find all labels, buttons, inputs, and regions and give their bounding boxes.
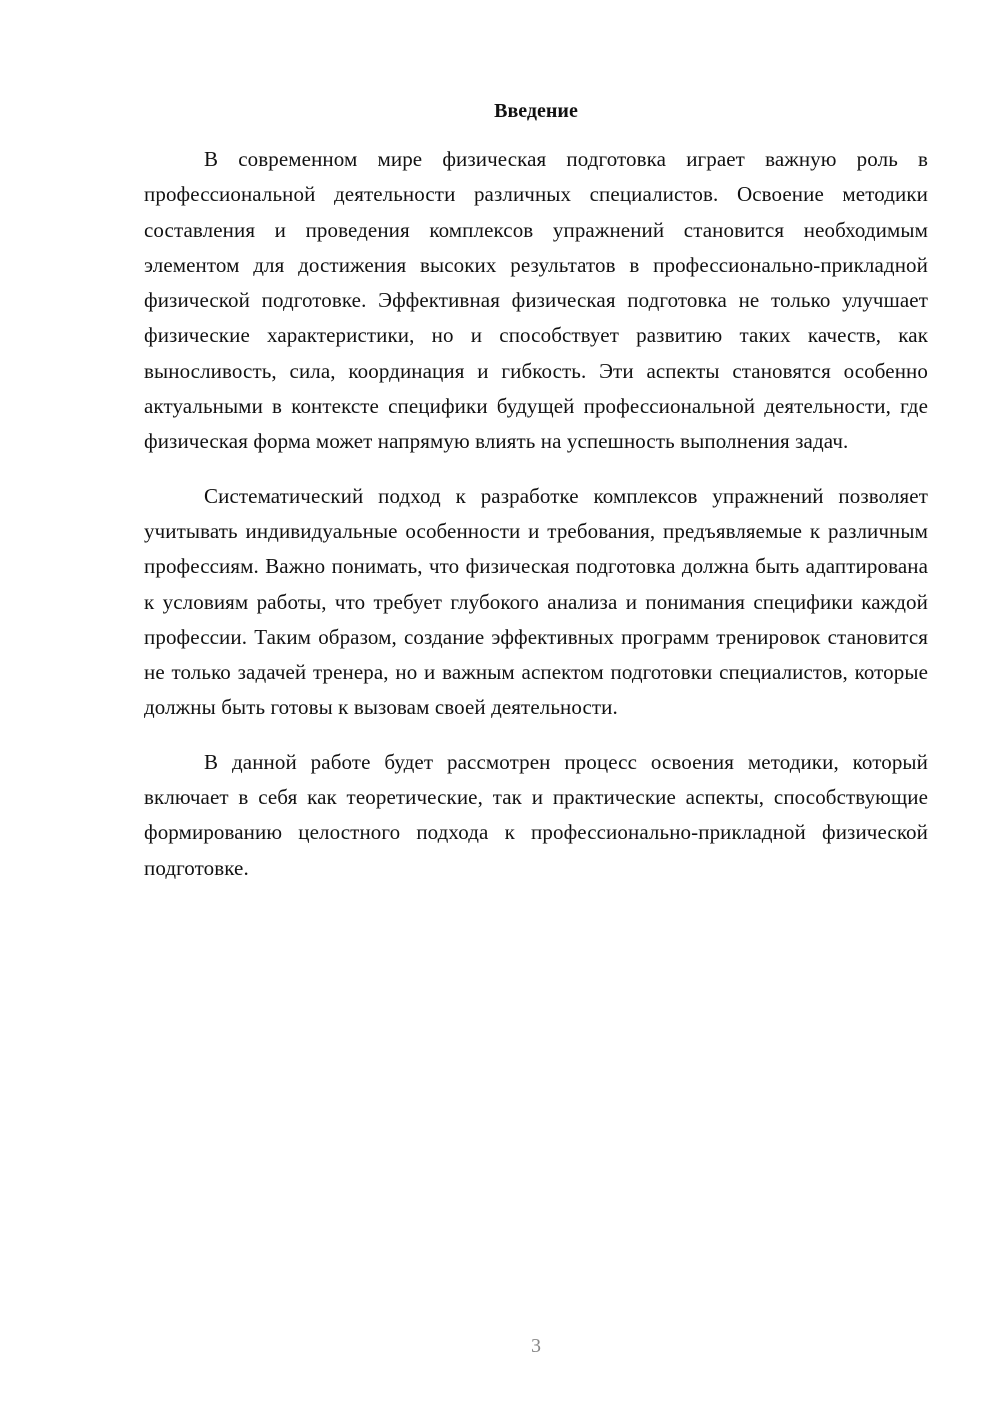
body-text	[144, 142, 928, 905]
paragraph-2: Систематический подход к разработке комплексов упражнений позволяет учитывать индивидуальные особенности и требования, предъявляемые к различным профессиям. Важно понимать, что физическая подготовка должна быть адаптирована к условиям работы, что требует глубокого анализа и понимания специфики каждой профессии. Таким образом, создание эффективных программ тренировок становится не только задачей тренера, но и важным аспектом подготовки специалистов, которые должны быть готовы к вызовам своей деятельности.	[144, 483, 928, 720]
paragraph-3: В данной работе будет рассмотрен процесс освоения методики, который включает в себя как теоретические, так и практические аспекты, способствующие формированию целостного подхода к профессионально-прикладной физической подготовке.	[144, 749, 928, 880]
section-heading: Введение	[494, 100, 578, 122]
page-number: 3	[531, 1335, 541, 1357]
paragraph-1: В современном мире физическая подготовка играет важную роль в профессиональной деятельности различных специалистов. Освоение методики составления и проведения комплексов упражнений становится необходимым элементом для достижения высоких результатов в профессионально-прикладной физической подготовке. Эффективная физическая подготовка не только улучшает физические характеристики, но и способствует развитию таких качеств, как выносливость, сила, координация и гибкость. Эти аспекты становятся особенно актуальными в контексте специфики будущей профессиональной деятельности, где физическая форма может напрямую влиять на успешность выполнения задач.	[144, 147, 928, 454]
